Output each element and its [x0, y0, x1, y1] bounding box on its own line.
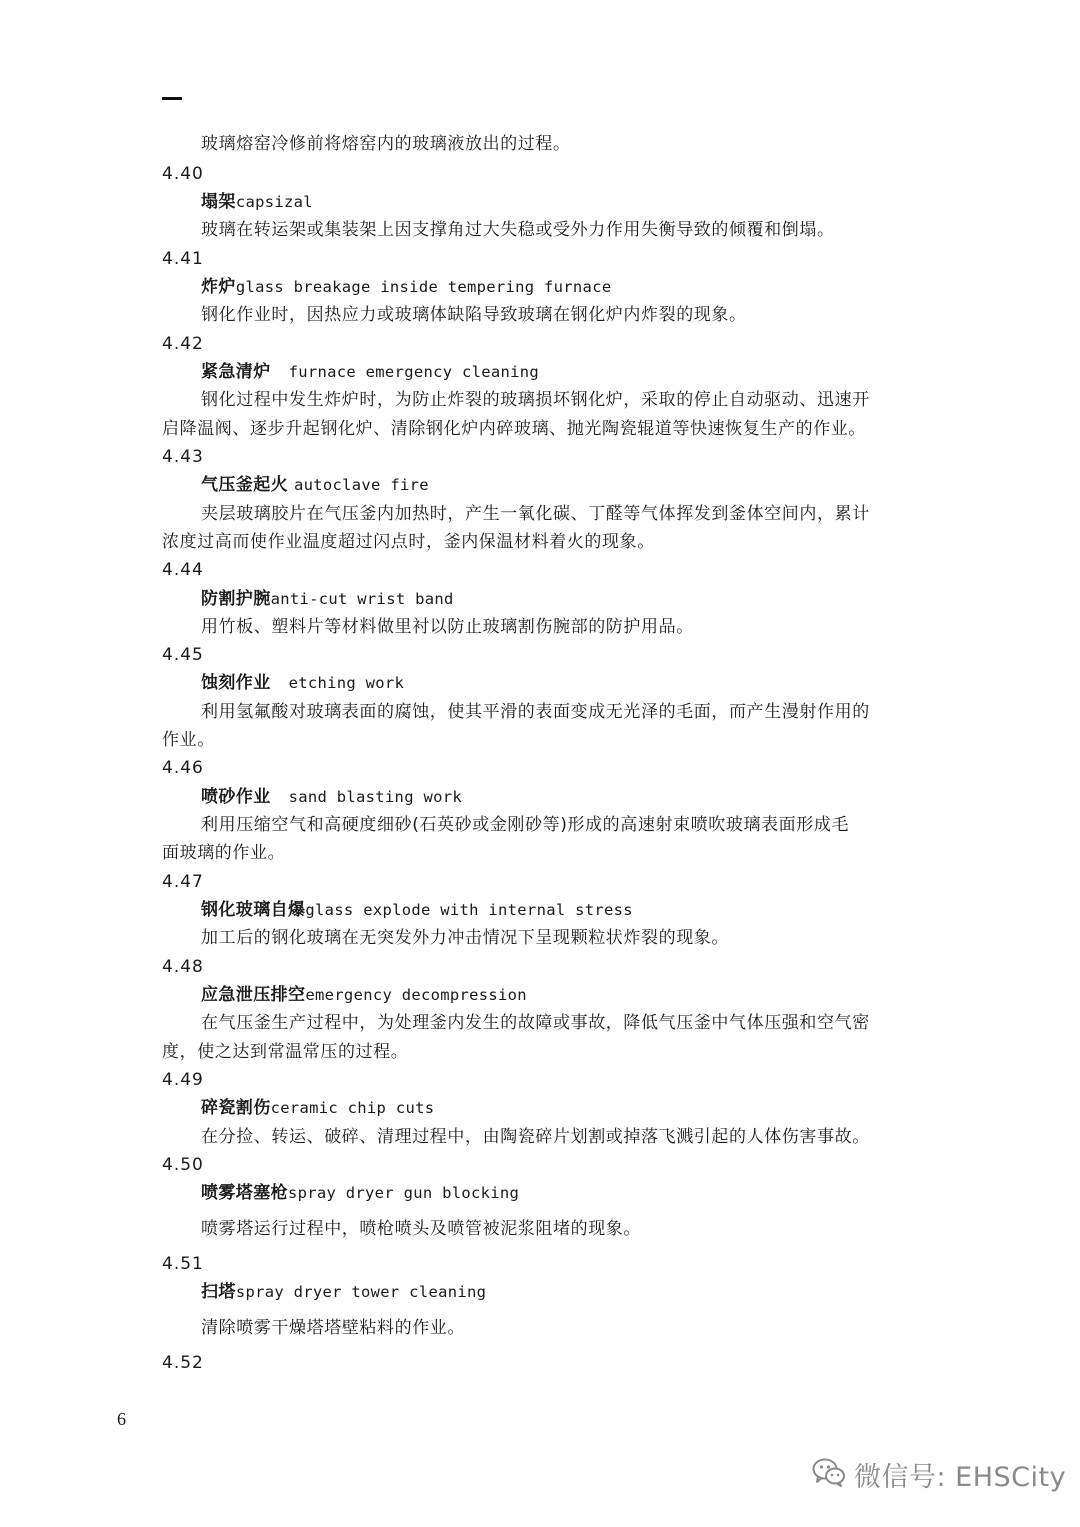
wechat-icon: [812, 1456, 846, 1492]
entry-number: 4.43: [162, 447, 204, 467]
term-zh: 炸炉: [201, 277, 236, 297]
entry-term: [201, 984, 527, 1006]
entry-definition-cont: 启降温阀、逐步升起钢化炉、清除钢化炉内碎玻璃、抛光陶瓷辊道等快速恢复生产的作业。: [162, 419, 866, 439]
entry-term: [201, 1182, 519, 1204]
entry-number: 4.50: [162, 1155, 204, 1175]
entry-number: 4.51: [162, 1254, 204, 1274]
entry-definition: 玻璃在转运架或集装架上因支撑角过大失稳或受外力作用失衡导致的倾覆和倒塌。: [201, 220, 835, 240]
term-en: glass explode with internal stress: [305, 901, 633, 919]
entry-term: [201, 474, 429, 496]
entry-definition: 清除喷雾干燥塔塔壁粘料的作业。: [201, 1318, 465, 1338]
term-zh: 防割护腕: [201, 589, 271, 609]
term-en: spray dryer tower cleaning: [235, 1283, 487, 1301]
entry-definition-cont: 作业。: [162, 730, 215, 750]
term-en: sand blasting work: [288, 788, 462, 806]
term-en: etching work: [288, 674, 405, 692]
entry-number: 4.48: [162, 957, 204, 977]
entry-definition: 钢化过程中发生炸炉时，为防止炸裂的玻璃损坏钢化炉，采取的停止自动驱动、迅速开: [201, 390, 870, 410]
entry-definition: 夹层玻璃胶片在气压釜内加热时，产生一氧化碳、丁醛等气体挥发到釜体空间内，累计: [201, 504, 870, 524]
entry-number: 4.44: [162, 560, 204, 580]
watermark: [812, 1456, 1066, 1492]
top-dash: [162, 97, 182, 100]
term-en: ceramic chip cuts: [270, 1099, 435, 1117]
term-zh: 扫塔: [201, 1282, 236, 1302]
entry-definition: 钢化作业时，因热应力或玻璃体缺陷导致玻璃在钢化炉内炸裂的现象。: [201, 305, 747, 325]
entry-definition: 利用氢氟酸对玻璃表面的腐蚀，使其平滑的表面变成无光泽的毛面，而产生漫射作用的: [201, 702, 870, 722]
entry-term: [201, 361, 539, 383]
entry-term: [201, 1281, 486, 1303]
entry-definition-cont: 面玻璃的作业。: [162, 843, 286, 863]
term-en: furnace emergency cleaning: [288, 363, 540, 381]
entry-definition: 在分捡、转运、破碎、清理过程中，由陶瓷碎片划割或掉落飞溅引起的人体伤害事故。: [201, 1127, 870, 1147]
entry-term: [201, 191, 313, 213]
entry-term: [201, 786, 462, 808]
entry-term: [201, 672, 404, 694]
term-zh: 紧急清炉: [201, 362, 271, 382]
entry-number: 4.40: [162, 164, 204, 184]
entry-number: 4.46: [162, 758, 204, 778]
term-en: glass breakage inside tempering furnace: [235, 278, 612, 296]
term-zh: 喷雾塔塞枪: [201, 1183, 288, 1203]
entry-number: 4.45: [162, 645, 204, 665]
entry-definition: 加工后的钢化玻璃在无突发外力冲击情况下呈现颗粒状炸裂的现象。: [201, 928, 729, 948]
term-en: anti-cut wrist band: [270, 590, 454, 608]
entry-definition: 喷雾塔运行过程中，喷枪喷头及喷管被泥浆阻堵的现象。: [201, 1219, 641, 1239]
term-zh: 塌架: [201, 192, 236, 212]
term-zh: 碎瓷割伤: [201, 1098, 271, 1118]
term-zh: 蚀刻作业: [201, 673, 271, 693]
entry-definition-cont: 浓度过高而使作业温度超过闪点时，釜内保温材料着火的现象。: [162, 532, 655, 552]
entry-term: [201, 899, 633, 921]
entry-definition: 利用压缩空气和高硬度细砂(石英砂或金刚砂等)形成的高速射束喷吹玻璃表面形成毛: [201, 815, 850, 835]
term-zh: 钢化玻璃自爆: [201, 900, 306, 920]
term-zh: 喷砂作业: [201, 787, 271, 807]
entry-definition: 在气压釜生产过程中，为处理釜内发生的故障或事故，降低气压釜中气体压强和空气密: [201, 1013, 870, 1033]
entry-number: 4.49: [162, 1070, 204, 1090]
entry-definition: 用竹板、塑料片等材料做里衬以防止玻璃割伤腕部的防护用品。: [201, 617, 694, 637]
term-en: emergency decompression: [305, 986, 527, 1004]
entry-number: 4.42: [162, 334, 204, 354]
entry-number: 4.47: [162, 872, 204, 892]
term-zh: 应急泄压排空: [201, 985, 306, 1005]
entry-term: [201, 1097, 434, 1119]
entry-number: 4.41: [162, 249, 204, 269]
entry-term: [201, 588, 454, 610]
page-number: 6: [117, 1409, 126, 1429]
entry-term: [201, 276, 611, 298]
term-en: autoclave fire: [294, 476, 429, 494]
entry-number: 4.52: [162, 1353, 204, 1373]
watermark-text: 微信号: EHSCity: [854, 1461, 1067, 1493]
intro-definition: 玻璃熔窑冷修前将熔窑内的玻璃液放出的过程。: [201, 134, 571, 154]
term-zh: 气压釜起火: [201, 475, 288, 495]
entry-definition-cont: 度，使之达到常温常压的过程。: [162, 1042, 409, 1062]
term-en: capsizal: [235, 193, 313, 211]
term-en: spray dryer gun blocking: [288, 1184, 520, 1202]
